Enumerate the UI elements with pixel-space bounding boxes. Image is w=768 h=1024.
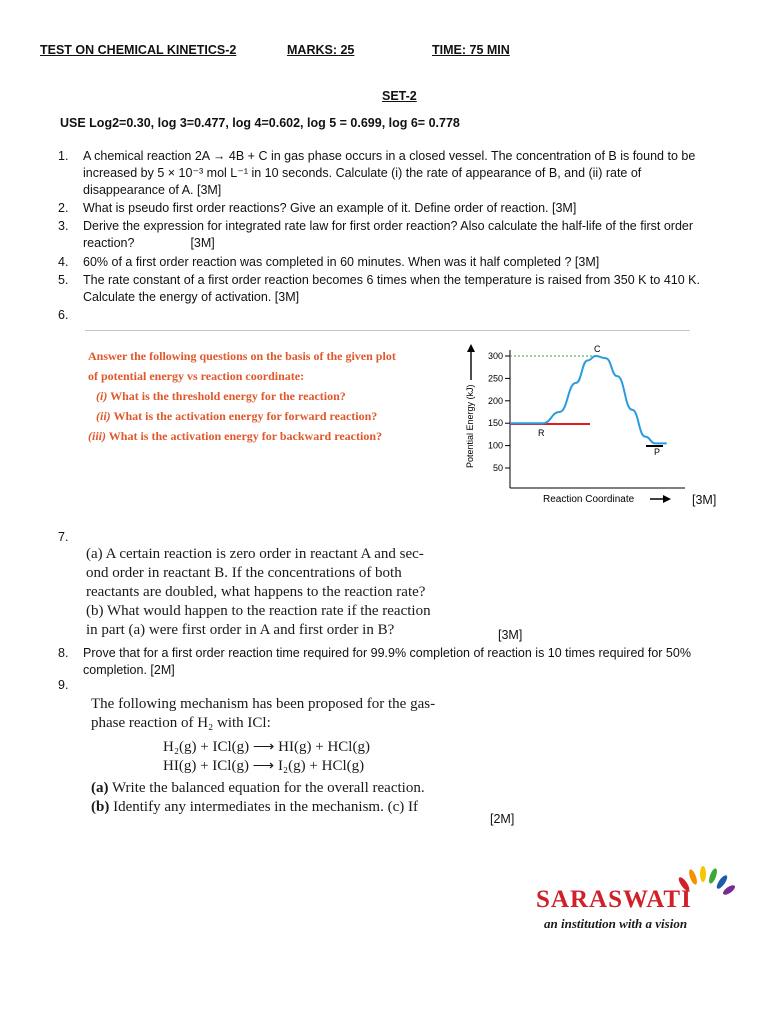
- q5-line-2: Calculate the energy of activation. [3M]: [83, 290, 300, 304]
- q9-part-a-label: (a): [91, 780, 109, 796]
- logo-name: SARASWATI: [536, 886, 692, 913]
- question-2: [58, 200, 738, 217]
- ray-green: [707, 867, 718, 884]
- y-axis-label: Potential Energy (kJ): [465, 384, 475, 468]
- ray-orange: [687, 868, 698, 885]
- ray-yellow: [700, 866, 706, 882]
- q9-part-a: Write the balanced equation for the overall reaction.: [111, 780, 425, 796]
- q7-line-3: reactants are doubled, what happens to the reaction rate?: [86, 584, 426, 600]
- ray-blue: [715, 874, 729, 891]
- question-text: [83, 645, 738, 679]
- question-9-text: [91, 695, 491, 817]
- q6-sub-i-num: (i): [96, 389, 108, 403]
- question-6-number: 6.: [58, 308, 69, 322]
- q9-equation-2: HI(g) + ICl(g) ⟶ I₂(g) + HCl(g): [163, 758, 365, 774]
- question-text: What is pseudo first order reactions? Give an example of it. Define order of reaction. [3M]: [83, 201, 577, 215]
- set-label: SET-2: [382, 89, 417, 103]
- q6-intro-2: of potential energy vs reaction coordinate:: [88, 369, 305, 383]
- divider: [85, 330, 690, 331]
- q8-line-2: completion. [2M]: [83, 663, 175, 677]
- question-text: [83, 148, 738, 199]
- marks-tag: [3M]: [190, 236, 215, 250]
- saraswati-logo: [536, 862, 736, 937]
- energy-diagram: [460, 340, 690, 515]
- q6-marks: [3M]: [692, 493, 717, 507]
- q7-line-5: in part (a) were first order in A and first order in B?: [86, 622, 395, 638]
- energy-curve: [510, 356, 667, 443]
- question-1: [58, 148, 738, 200]
- q6-intro-1: Answer the following questions on the basis of the given plot: [88, 349, 396, 363]
- question-text: [83, 218, 738, 252]
- question-number: 4.: [58, 255, 69, 269]
- y-tick-label: 150: [487, 418, 503, 429]
- question-5: [58, 272, 738, 306]
- question-number: 8.: [58, 646, 69, 660]
- label-c: C: [594, 344, 601, 354]
- q1-line-2: increased by 5 × 10⁻³ mol L⁻¹ in 10 seconds. Calculate (i) the rate of appearance of B, and (ii) rate of: [83, 166, 642, 180]
- ray-purple: [722, 884, 736, 897]
- question-text: 60% of a first order reaction was completed in 60 minutes. When was it half completed ? [3M]: [83, 255, 600, 269]
- marks-label: MARKS: 25: [287, 43, 355, 57]
- x-arrow-head: [663, 495, 671, 503]
- q7-line-2: ond order in reactant B. If the concentrations of both: [86, 565, 402, 581]
- question-8: [58, 645, 738, 679]
- y-ticks: [488, 351, 510, 473]
- q9-part-b: Identify any intermediates in the mechanism.: [113, 799, 384, 815]
- q6-sub-ii-num: (ii): [96, 409, 111, 423]
- y-arrow-head: [467, 344, 475, 352]
- question-7-text: [86, 545, 496, 640]
- question-number: 2.: [58, 201, 69, 215]
- question-text: [83, 272, 738, 306]
- q9-equation-1: H₂(g) + ICl(g) ⟶ HI(g) + HCl(g): [163, 739, 370, 755]
- question-3: [58, 218, 738, 252]
- question-number: 5.: [58, 273, 69, 287]
- q1-line-1: A chemical reaction 2A → 4B + C in gas phase occurs in a closed vessel. The concentration of B is found to be: [83, 149, 696, 163]
- q9-part-b-label: (b): [91, 799, 110, 815]
- question-4: [58, 254, 738, 271]
- q1-line-3: disappearance of A. [3M]: [83, 183, 222, 197]
- q6-sub-i: What is the threshold energy for the reaction?: [110, 389, 346, 403]
- q7-line-1: (a) A certain reaction is zero order in reactant A and sec-: [86, 546, 424, 562]
- q6-sub-ii: What is the activation energy for forward reaction?: [113, 409, 378, 423]
- q9-marks: [2M]: [490, 812, 515, 826]
- q6-sub-iii: What is the activation energy for backward reaction?: [108, 429, 382, 443]
- y-tick-label: 300: [487, 351, 503, 361]
- q9-part-c: (c) If: [387, 799, 418, 815]
- question-number: 1.: [58, 149, 69, 163]
- question-9-number: 9.: [58, 678, 69, 692]
- logo-tagline: an institution with a vision: [544, 916, 688, 931]
- question-number: 3.: [58, 219, 69, 233]
- q3-line-2: reaction?: [83, 236, 135, 250]
- y-tick-label: 250: [487, 373, 503, 384]
- y-tick-label: 50: [492, 463, 503, 473]
- q9-line-2: phase reaction of H₂ with ICl:: [91, 715, 271, 731]
- q8-line-1: Prove that for a first order reaction time required for 99.9% completion of reaction is 10 times required for 50%: [83, 646, 691, 660]
- y-tick-label: 100: [487, 440, 503, 451]
- question-7-number: 7.: [58, 530, 69, 544]
- label-r: R: [538, 428, 545, 438]
- q6-sub-iii-num: (iii): [88, 429, 106, 443]
- q7-marks: [3M]: [498, 628, 523, 642]
- q3-line-1: Derive the expression for integrated rate law for first order reaction? Also calculate the half-life of the first order: [83, 219, 694, 233]
- q5-line-1: The rate constant of a first order reaction becomes 6 times when the temperature is raised from 350 K to 410 K.: [83, 273, 700, 287]
- q6-prompt: [88, 346, 463, 446]
- q9-line-1: The following mechanism has been proposed for the gas-: [91, 696, 436, 712]
- log-values: USE Log2=0.30, log 3=0.477, log 4=0.602, log 5 = 0.699, log 6= 0.778: [60, 116, 460, 130]
- time-label: TIME: 75 MIN: [432, 43, 510, 57]
- test-title: TEST ON CHEMICAL KINETICS-2: [40, 43, 237, 57]
- label-p: P: [654, 447, 661, 457]
- y-tick-label: 200: [487, 395, 503, 406]
- x-axis-label: Reaction Coordinate: [543, 494, 635, 505]
- q7-line-4: (b) What would happen to the reaction rate if the reaction: [86, 603, 431, 619]
